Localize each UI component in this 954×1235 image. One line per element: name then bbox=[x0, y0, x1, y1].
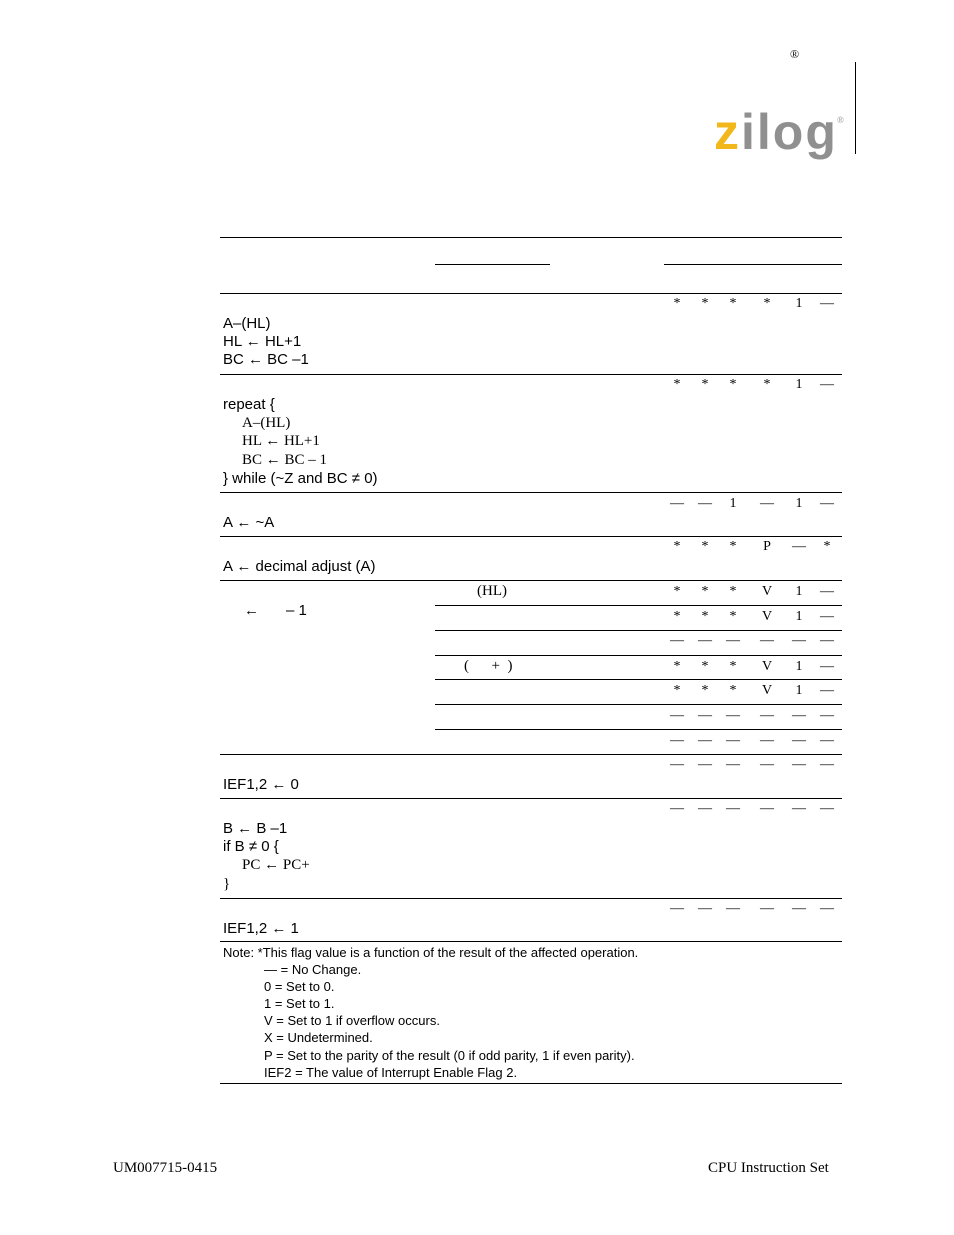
operand: ( + ) bbox=[464, 658, 513, 674]
flag-h: * bbox=[729, 296, 737, 311]
flag-c: — bbox=[820, 901, 834, 916]
note-line: — = No Change. bbox=[264, 962, 362, 977]
operation-line: PC ← PC+ bbox=[242, 857, 310, 873]
flag-s: — bbox=[670, 633, 684, 648]
logo-rest: ilog bbox=[741, 104, 838, 160]
flag-z: — bbox=[698, 496, 712, 511]
flag-pv: — bbox=[760, 733, 774, 748]
flag-n: 1 bbox=[795, 584, 803, 599]
row-rule bbox=[220, 374, 842, 375]
flag-pv: — bbox=[760, 901, 774, 916]
note-line: 1 = Set to 1. bbox=[264, 996, 335, 1011]
header-divider bbox=[855, 62, 856, 154]
flag-h: — bbox=[726, 733, 740, 748]
note-line: V = Set to 1 if overflow occurs. bbox=[264, 1013, 440, 1028]
flag-s: * bbox=[673, 296, 681, 311]
header-underline-1 bbox=[435, 264, 550, 265]
operation-line: A–(HL) bbox=[223, 315, 271, 332]
operation-line: – 1 bbox=[286, 602, 307, 619]
note-line: X = Undetermined. bbox=[264, 1030, 373, 1045]
row-rule bbox=[220, 754, 842, 755]
header-underline-2 bbox=[664, 264, 842, 265]
flag-c: * bbox=[823, 539, 831, 554]
flag-h: * bbox=[729, 377, 737, 392]
footer-section: CPU Instruction Set bbox=[708, 1160, 829, 1176]
flag-s: — bbox=[670, 801, 684, 816]
flag-pv: V bbox=[761, 609, 773, 624]
zilog-logo bbox=[714, 104, 838, 160]
flag-pv: — bbox=[760, 633, 774, 648]
operation-line: HL ← HL+1 bbox=[223, 333, 302, 350]
flag-n: — bbox=[792, 539, 806, 554]
flag-h: — bbox=[726, 633, 740, 648]
flag-z: — bbox=[698, 901, 712, 916]
flag-c: — bbox=[820, 584, 834, 599]
operation-line: repeat { bbox=[223, 396, 275, 413]
operation-line: A ← ~A bbox=[223, 514, 275, 531]
note-line: P = Set to the parity of the result (0 if odd parity, 1 if even parity). bbox=[264, 1048, 635, 1063]
footer-doc-id: UM007715-0415 bbox=[113, 1160, 218, 1176]
flag-pv: * bbox=[763, 377, 771, 392]
row-rule bbox=[220, 898, 842, 899]
flag-c: — bbox=[820, 296, 834, 311]
flag-s: — bbox=[670, 757, 684, 772]
flag-z: * bbox=[701, 683, 709, 698]
flag-c: — bbox=[820, 377, 834, 392]
flag-c: — bbox=[820, 496, 834, 511]
flag-n: — bbox=[792, 757, 806, 772]
operation-line: A ← decimal adjust (A) bbox=[223, 558, 376, 575]
row-rule bbox=[220, 941, 842, 942]
sub-row-rule bbox=[435, 729, 842, 730]
sub-row-rule bbox=[435, 605, 842, 606]
flag-h: * bbox=[729, 584, 737, 599]
operation-line: } while (~Z and BC ≠ 0) bbox=[223, 470, 378, 487]
flag-pv: — bbox=[760, 801, 774, 816]
flag-h: * bbox=[729, 683, 737, 698]
operation-line: IEF1,2 ← 1 bbox=[223, 920, 299, 937]
flag-n: 1 bbox=[795, 296, 803, 311]
flag-z: — bbox=[698, 633, 712, 648]
logo-z: z bbox=[714, 104, 741, 160]
header-bottom-rule bbox=[220, 293, 842, 294]
flag-c: — bbox=[820, 609, 834, 624]
flag-s: * bbox=[673, 659, 681, 674]
flag-h: — bbox=[726, 901, 740, 916]
sub-row-rule bbox=[435, 655, 842, 656]
note-line: 0 = Set to 0. bbox=[264, 979, 335, 994]
sub-row-rule bbox=[435, 704, 842, 705]
operation-line: A–(HL) bbox=[242, 415, 291, 431]
flag-c: — bbox=[820, 659, 834, 674]
flag-n: — bbox=[792, 733, 806, 748]
table-bottom-rule bbox=[220, 1083, 842, 1084]
flag-n: 1 bbox=[795, 683, 803, 698]
operand: (HL) bbox=[477, 583, 507, 599]
note-line: Note: *This flag value is a function of the result of the affected operation. bbox=[223, 945, 639, 960]
registered-mark: ® bbox=[790, 47, 800, 61]
flag-pv: — bbox=[760, 496, 774, 511]
operation-line: B ← B –1 bbox=[223, 820, 288, 837]
flag-s: * bbox=[673, 609, 681, 624]
flag-pv: * bbox=[763, 296, 771, 311]
flag-c: — bbox=[820, 801, 834, 816]
operation-line: HL ← HL+1 bbox=[242, 433, 320, 449]
flag-z: * bbox=[701, 296, 709, 311]
flag-z: — bbox=[698, 801, 712, 816]
flag-n: 1 bbox=[795, 377, 803, 392]
flag-h: — bbox=[726, 801, 740, 816]
flag-s: * bbox=[673, 683, 681, 698]
operation-line: if B ≠ 0 { bbox=[223, 838, 279, 855]
flag-z: * bbox=[701, 659, 709, 674]
operation-line: IEF1,2 ← 0 bbox=[223, 776, 299, 793]
flag-c: — bbox=[820, 708, 834, 723]
operation-line: BC ← BC – 1 bbox=[242, 452, 328, 468]
logo-trademark: ® bbox=[837, 115, 844, 125]
sub-row-rule bbox=[435, 679, 842, 680]
flag-z: * bbox=[701, 539, 709, 554]
operation-line: } bbox=[223, 876, 231, 892]
flag-z: — bbox=[698, 733, 712, 748]
flag-n: — bbox=[792, 708, 806, 723]
flag-pv: — bbox=[760, 708, 774, 723]
flag-s: — bbox=[670, 708, 684, 723]
flag-n: — bbox=[792, 801, 806, 816]
flag-pv: V bbox=[761, 584, 773, 599]
flag-z: * bbox=[701, 584, 709, 599]
flag-pv: V bbox=[761, 683, 773, 698]
flag-h: — bbox=[726, 757, 740, 772]
flag-c: — bbox=[820, 633, 834, 648]
flag-z: * bbox=[701, 377, 709, 392]
flag-s: — bbox=[670, 901, 684, 916]
flag-pv: — bbox=[760, 757, 774, 772]
flag-z: * bbox=[701, 609, 709, 624]
flag-n: 1 bbox=[795, 659, 803, 674]
flag-n: 1 bbox=[795, 609, 803, 624]
flag-z: — bbox=[698, 708, 712, 723]
flag-h: * bbox=[729, 659, 737, 674]
row-rule bbox=[220, 536, 842, 537]
note-line: IEF2 = The value of Interrupt Enable Flag 2. bbox=[264, 1065, 518, 1080]
flag-h: * bbox=[729, 539, 737, 554]
flag-s: * bbox=[673, 584, 681, 599]
row-rule bbox=[220, 580, 842, 581]
sub-row-rule bbox=[435, 630, 842, 631]
row-rule bbox=[220, 798, 842, 799]
flag-h: * bbox=[729, 609, 737, 624]
flag-pv: V bbox=[761, 659, 773, 674]
flag-s: — bbox=[670, 496, 684, 511]
flag-z: — bbox=[698, 757, 712, 772]
flag-c: — bbox=[820, 733, 834, 748]
flag-c: — bbox=[820, 683, 834, 698]
operation-arrow: ← bbox=[244, 602, 259, 619]
flag-s: * bbox=[673, 377, 681, 392]
operation-line: BC ← BC –1 bbox=[223, 351, 309, 368]
flag-pv: P bbox=[763, 539, 771, 554]
flag-h: — bbox=[726, 708, 740, 723]
row-rule bbox=[220, 492, 842, 493]
flag-n: — bbox=[792, 633, 806, 648]
flag-h: 1 bbox=[729, 496, 737, 511]
table-top-rule bbox=[220, 237, 842, 238]
flag-n: 1 bbox=[795, 496, 803, 511]
flag-n: — bbox=[792, 901, 806, 916]
flag-c: — bbox=[820, 757, 834, 772]
flag-s: * bbox=[673, 539, 681, 554]
flag-s: — bbox=[670, 733, 684, 748]
